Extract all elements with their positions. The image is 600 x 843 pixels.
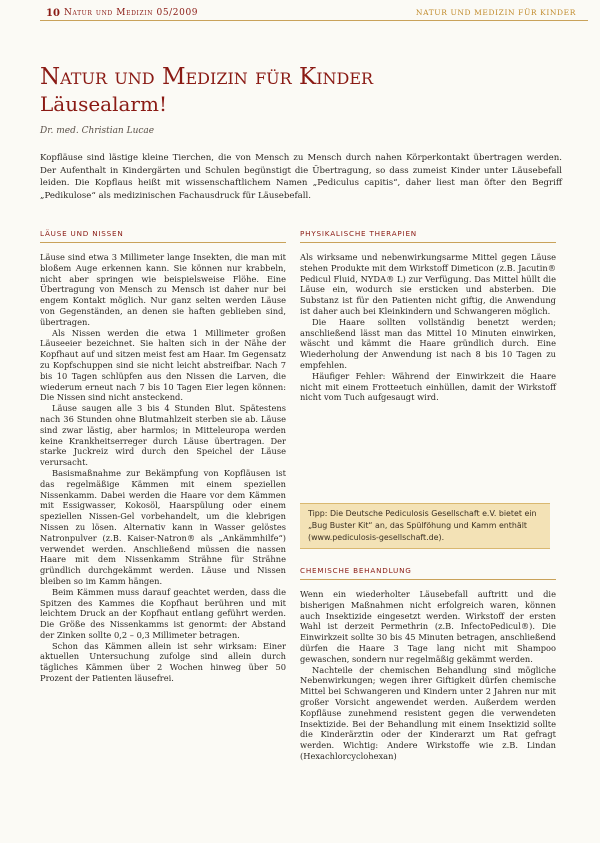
- section-rule: [300, 242, 556, 243]
- article-title: Natur und Medizin für Kinder: [40, 64, 374, 90]
- section-rule: [300, 579, 556, 580]
- paragraph: Als wirksame und nebenwirkungsarme Mittel gegen Läuse stehen Produkte mit dem Wirkstoff Dimeticon (z.B. Jacutin® Pedicul Fluid, NYDA® L) zur Verfügung. Das Mittel hüllt die Läuse ein, wodurch sie ersticken und absterben. Die Substanz ist für den Patienten nicht giftig, die Anwendung ist daher auch bei Kleinkindern und Schwangeren möglich.: [300, 252, 556, 316]
- right-column-top: [300, 252, 556, 403]
- article-subtitle: Läusealarm!: [40, 92, 167, 116]
- left-column: [40, 252, 286, 684]
- article-intro: Kopfläuse sind lästige kleine Tierchen, die von Mensch zu Mensch durch nahen Körperkontakt übertragen werden. Der Aufenthalt in Kindergärten und Schulen begünstigt die Übertragung, so dass zumeist Kinder unter Läusebefall leiden. Die Kopflaus heißt mit wissenschaftlichem Namen „Pediculus capitis“, daher liest man öfter den Begriff „Pedikulose“ als medizinischen Fachausdruck für Läusebefall.: [40, 153, 562, 201]
- running-head-right: NATUR UND MEDIZIN FÜR KINDER: [415, 8, 576, 17]
- running-header: [0, 0, 600, 22]
- right-column-bottom: [300, 589, 556, 762]
- paragraph: Läuse saugen alle 3 bis 4 Stunden Blut. Spätestens nach 36 Stunden ohne Blutmahlzeit sterben sie ab. Läuse sind zwar lästig, aber harmlos; in Mitteleuropa werden keine Krankheitserreger durch Läuse übertragen. Der starke Juckreiz wird durch den Speichel der Läuse verursacht.: [40, 403, 286, 468]
- page-number: 10: [46, 8, 60, 19]
- paragraph: Die Haare sollten vollständig benetzt werden; anschließend lässt man das Mittel 10 Minuten einwirken, wäscht und kämmt die Haare gründlich durch. Eine Wiederholung der Anwendung ist nach 8 bis 10 Tagen zu empfehlen.: [300, 316, 556, 370]
- section-heading-laeuse-nissen: LÄUSE UND NISSEN: [40, 229, 124, 238]
- paragraph: Häufiger Fehler: Während der Einwirkzeit die Haare nicht mit einem Frotteetuch einhüllen, damit der Wirkstoff nicht vom Tuch aufgesaugt wird.: [300, 370, 556, 403]
- tip-box: [300, 503, 550, 549]
- header-rule: [40, 20, 588, 21]
- paragraph: Läuse sind etwa 3 Millimeter lange Insekten, die man mit bloßem Auge erkennen kann. Sie können nur krabbeln, nicht aber springen wie beispielsweise Flöhe. Eine Übertragung von Mensch zu Mensch ist daher nur bei engem Kontakt möglich. Nur ganz selten werden Läuse von Gegenständen, an denen sie haften geblieben sind, übertragen.: [40, 252, 286, 327]
- section-heading-chemische-behandlung: CHEMISCHE BEHANDLUNG: [300, 566, 412, 575]
- section-rule: [40, 242, 286, 243]
- paragraph: Als Nissen werden die etwa 1 Millimeter großen Läuseeier bezeichnet. Sie halten sich in der Nähe der Kopfhaut auf und sitzen meist fest am Haar. Im Gegensatz zu Kopfschuppen sind sie nicht leicht abstreifbar. Nach 7 bis 10 Tagen schlüpfen aus den Nissen die Larven, die wiederum erneut nach 7 bis 10 Tagen Eier legen können: Die Nissen sind nicht ansteckend.: [40, 327, 286, 403]
- running-head-left: Natur und Medizin 05/2009: [64, 8, 199, 18]
- paragraph: Beim Kämmen muss darauf geachtet werden, dass die Spitzen des Kammes die Kopfhaut berühren und mit leichtem Druck an der Kopfhaut entlang geführt werden. Die Größe des Nissenkamms ist genormt: der Abstand der Zinken sollte 0,2 – 0,3 Millimeter betragen.: [40, 586, 286, 640]
- paragraph: Wenn ein wiederholter Läusebefall auftritt und die bisherigen Maßnahmen nicht erfolgreich waren, können auch Insektizide eingesetzt werden. Wirkstoff der ersten Wahl ist derzeit Permethrin (z.B. InfectoPedicul®). Die Einwirkzeit sollte 30 bis 45 Minuten betragen, anschließend dürfen die Haare 3 Tage lang nicht mit Shampoo gewaschen, sondern nur regelmäßig gekämmt werden.: [300, 589, 556, 664]
- section-heading-physikalische-therapien: PHYSIKALISCHE THERAPIEN: [300, 229, 417, 238]
- tip-text: Tipp: Die Deutsche Pediculosis Gesellschaft e.V. bietet ein „Bug Buster Kit“ an, das Spülföhung und Kamm enthält (www.pediculosis-gesellschaft.de).: [308, 509, 537, 542]
- paragraph: Schon das Kämmen allein ist sehr wirksam: Einer aktuellen Untersuchung zufolge sind allein durch tägliches Kämmen über 2 Wochen hinweg über 50 Prozent der Patienten läusefrei.: [40, 640, 286, 684]
- paragraph: Basismaßnahme zur Bekämpfung von Kopfläusen ist das regelmäßige Kämmen mit einem speziellen Nissenkamm. Dabei werden die Haare vor dem Kämmen mit Essigwasser, Kokosöl, Haarspülung oder einem speziellen Nissen-Gel vorbehandelt, um die klebrigen Nissen zu lösen. Alternativ kann in Wasser gelöstes Natronpulver (z.B. Kaiser-Natron® als „Ankämmhilfe“) verwendet werden. Anschließend müssen die nassen Haare mit dem Nissenkamm Strähne für Strähne gründlich durchgekämmt werden. Läuse und Nissen bleiben so im Kamm hängen.: [40, 467, 286, 586]
- paragraph: Nachteile der chemischen Behandlung sind mögliche Nebenwirkungen; wegen ihrer Giftigkeit dürfen chemische Mittel bei Schwangeren und Kindern unter 2 Jahren nur mit großer Vorsicht angewendet werden. Außerdem werden Kopfläuse zunehmend resistent gegen die verwendeten Insektizide. Bei der Behandlung mit einem Insektizid sollte die Kinderärztin oder der Kinderarzt um Rat gefragt werden. Wichtig: Andere Wirkstoffe wie z.B. Lindan (Hexachlorcyclohexan): [300, 664, 556, 761]
- article-author: Dr. med. Christian Lucae: [40, 126, 155, 136]
